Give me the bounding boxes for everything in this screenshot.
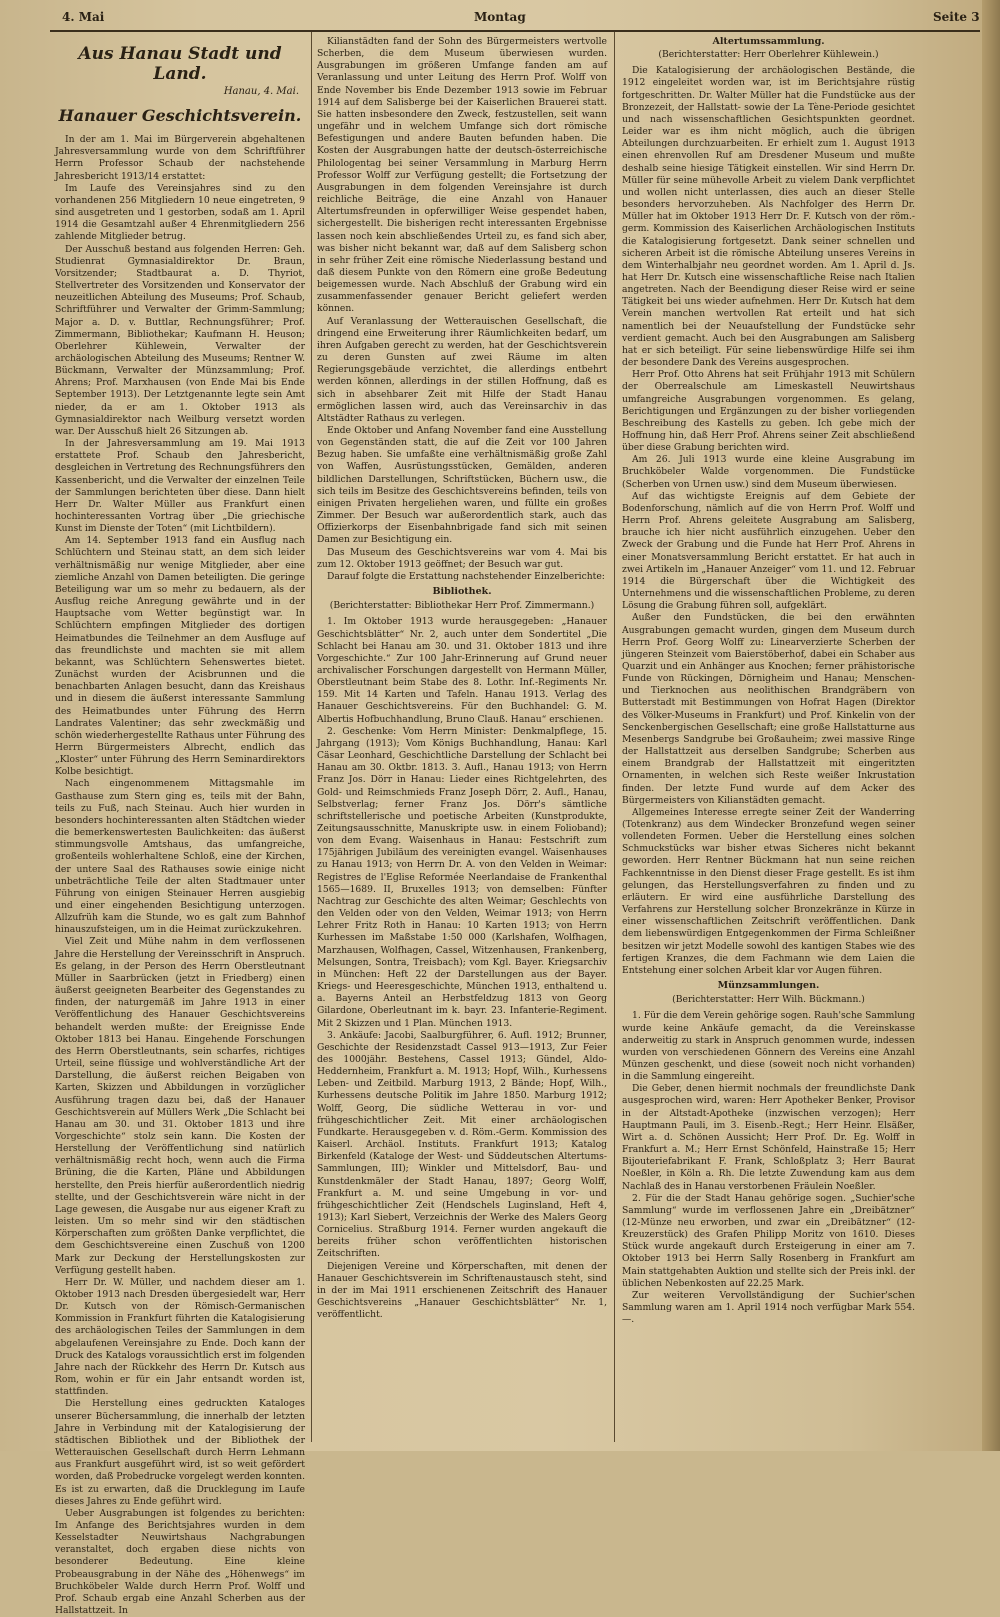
paragraph: Die Herstellung eines gedruckten Kataloges unserer Büchersammlung, die innerhalb der letzten Jahre in Verbindung mit der Katalogisierung der städtischen Bibliothek und der Bibliothek der Wetterauischen Gesellschaft durch Herrn Lehmann aus Frankfurt ausgeführt wird, ist so weit gefördert worden, daß Probedrucke vorgelegt werden konnten. Es ist zu erwarten, daß die Drucklegung im Laufe dieses Jahres zu Ende geführt wird. xyxy=(55,1398,306,1507)
subsection-title-coins: Münzsammlungen. xyxy=(717,980,820,992)
reporter-line: (Berichterstatter: Herr Oberlehrer Kühlewein.) xyxy=(658,49,879,61)
paragraph: 3. Ankäufe: Jacobi, Saalburgführer, 6. Aufl. 1912; Brunner, Geschichte der Residenzstadt Cassel 913—1913, Zur Feier des 1000jähr. Bestehens, Cassel 1913; Gündel, Aldo-Heddernheim, Frankfurt a. M. 1913; Hopf, Wilh., Kurhessens Leben- und Zeitbild. Marburg 1913, 2 Bände; Hopf, Wilh., Kurhessens deutsche Politik im Jahre 1850. Marburg 1912; Wolff, Georg, Die südliche Wetterau in vor- und frühgeschichtlicher Zeit. Mit einer archäologischen Fundkarte. Herausgegeben v. d. Röm.-Germ. Kommission des Kaiserl. Archäol. Instituts. Frankfurt 1913; Katalog Birkenfeld (Kataloge der West- und Süddeutschen Altertums-Sammlungen, III); Winkler und Mittelsdorf, Bau- und Kunstdenkmäler der Stadt Hanau, 1897; Georg Wolff, Frankfurt a. M. und seine Umgebung in vor- und frühgeschichtlicher Zeit (Hendschels Luginsland, Heft 4, 1913); Karl Siebert, Verzeichnis der Werke des Malers Georg Cornicelius. Straßburg 1914. Ferner wurden angekauft die bereits früher schon veröffentlichten historischen Zeitschriften. xyxy=(317,1029,607,1260)
paragraph: Auf Veranlassung der Wetterauischen Gesellschaft, die dringend eine Erweiterung ihrer Räumlichkeiten bedarf, um ihren Aufgaben gerecht zu werden, hat der Geschichtsverein zu deren Gunsten auf zwei Räume im alten Regierungsgebäude verzichtet, die allerdings entbehrt werden können, allerdings in der stillen Hoffnung, daß es sich in absehbarer Zeit mit Hilfe der Stadt Hanau ermöglichen lassen wird, auch das Vereinsarchiv in das Altstädter Rathaus zu verlegen. xyxy=(317,315,607,424)
paragraph: Außer den Fundstücken, die bei den erwähnten Ausgrabungen gemacht wurden, gingen dem Museum durch Herrn Prof. Georg Wolff zu: Linearverzierte Scherben der jüngeren Steinzeit vom Baierstöberhof, dabei ein Schaber aus Quarzit und ein Anhänger aus Knochen; ferner prähistorische Funde von Rückingen, Dörnigheim und Hanau; Menschen- und Tierknochen aus neolithischen Brandgräbern von Butterstadt mit Bestimmungen von Hofrat Hagen (Direktor des Völker-Museums in Frankfurt) und Prof. Kinkelin von der Senckenbergischen Gesellschaft; eine große Hallstatturne aus Mesenbergs Sandgrube bei Großauheim; zwei massive Ringe der Hallstattzeit aus derselben Sandgrube; Scherben aus einem Brandgrab der Hallstattzeit mit eingeritzten Ornamenten, in welchen sich Reste weißer Inkrustation finden. Der letzte Fund wurde auf dem Acker des Bürgermeisters von Kilianstädten gemacht. xyxy=(622,612,915,806)
header-day: Montag xyxy=(474,10,526,24)
paragraph: Auf das wichtigste Ereignis auf dem Gebiete der Bodenforschung, nämlich auf die von Herrn Prof. Wolff und Herrn Prof. Ahrens geleitete Ausgrabung am Salisberg, brauche ich hier nicht ausführlich einzugehen. Ueber den Zweck der Grabung und die Funde hat Herr Prof. Ahrens in einer Monatsversammlung Bericht erstattet. Er hat auch in zwei Artikeln im „Hanauer Anzeiger“ vom 11. und 12. Februar 1914 die Bürgerschaft über die Wichtigkeit des Unternehmens und die wissenschaftlichen Probleme, zu deren Lösung die Grabung führen soll, aufgeklärt. xyxy=(622,490,915,612)
column-1 xyxy=(55,36,306,1617)
column-2 xyxy=(317,36,607,1441)
paragraph: 1. Im Oktober 1913 wurde herausgegeben: „Hanauer Geschichtsblätter“ Nr. 2, auch unter dem Sondertitel „Die Schlacht bei Hanau am 30. und 31. Oktober 1813 und ihre Vorgeschichte.“ Zur 100 Jahr-Erinnerung auf Grund neuer archivalischer Forschungen dargestellt von Hermann Müller, Oberstleutnant beim Stabe des 8. Lothr. Inf.-Regiments Nr. 159. Mit 14 Karten und Tafeln. Hanau 1913. Verlag des Hanauer Geschichtsvereins. Für den Buchhandel: G. M. Albertis Hofbuchhandlung, Bruno Clauß. Hanau“ erschienen. xyxy=(317,616,607,725)
paragraph: Das Museum des Geschichtsvereins war vom 4. Mai bis zum 12. Oktober 1913 geöffnet; der Besuch war gut. xyxy=(317,546,607,570)
paragraph: Viel Zeit und Mühe nahm in dem verflossenen Jahre die Herstellung der Vereinsschrift in Anspruch. Es gelang, in der Person des Herrn Oberstleutnant Müller in Saarbrücken (jetzt in Friedberg) einen äußerst geeigneten Bearbeiter des Gegenstandes zu finden, der naturgemäß im Jahre 1913 in einer Veröffentlichung des Hanauer Geschichtsvereins behandelt werden mußte: der Ereignisse Ende Oktober 1813 bei Hanau. Eingehende Forschungen des Herrn Oberstleutnants, sein scharfes, richtiges Urteil, seine flüssige und wohlverständliche Art der Darstellung, die äußerst reichen Beigaben von Karten, Skizzen und Abbildungen in vorzüglicher Ausführung tragen dazu bei, daß der Hanauer Geschichtsverein auf Müllers Werk „Die Schlacht bei Hanau am 30. und 31. Oktober 1813 und ihre Vorgeschichte“ stolz sein kann. Die Kosten der Herstellung der Veröffentlichung sind natürlich verhältnismäßig recht hoch, wenn auch die Firma Brüning, die die Karten, Pläne und Abbildungen herstellte, den Preis hierfür außerordentlich niedrig stellte, und der Geschichtsverein wäre nicht in der Lage gewesen, die Ausgabe nur aus eigener Kraft zu leisten. Um so mehr sind wir den städtischen Körperschaften zum größten Danke verpflichtet, die dem Geschichtsvereine einen Zuschuß von 1200 Mark zur Deckung der Herstellungskosten zur Verfügung gestellt haben. xyxy=(55,936,305,1276)
paragraph: In der am 1. Mai im Bürgerverein abgehaltenen Jahresversammlung wurde von dem Schriftführer Herrn Professor Schaub der nachstehende Jahresbericht 1913/14 erstattet: xyxy=(55,134,305,182)
paragraph: Herr Prof. Otto Ahrens hat seit Frühjahr 1913 mit Schülern der Oberrealschule am Limeskastell Neuwirtshaus umfangreiche Ausgrabungen vorgenommen. Es gelang, Berichtigungen und Ergänzungen zu der bisher vorliegenden Beschreibung des Kastells zu geben. Ich gebe mich der Hoffnung hin, daß Herr Prof. Ahrens seiner Zeit abschließend über diese Grabung berichten wird. xyxy=(622,369,915,454)
paragraph: Der Ausschuß bestand aus folgenden Herren: Geh. Studienrat Gymnasialdirektor Dr. Braun, Vorsitzender; Stadtbaurat a. D. Thyriot, Stellvertreter des Vorsitzenden und Konservator der neuzeitlichen Abteilung des Museums; Prof. Schaub, Schriftführer und Verwalter der Grimm-Sammlung; Major a. D. v. Buttlar, Rechnungsführer; Prof. Zimmermann, Bibliothekar; Kaufmann H. Heuson; Oberlehrer Kühlewein, Verwalter der archäologischen Abteilung des Museums; Rentner W. Bückmann, Verwalter der Münzsammlung; Prof. Ahrens; Prof. Marxhausen (von Ende Mai bis Ende September 1913). Der Letztgenannte legte sein Amt nieder, da er am 1. Oktober 1913 als Gymnasialdirektor nach Weilburg versetzt worden war. Der Ausschuß hielt 26 Sitzungen ab. xyxy=(55,243,305,437)
paragraph: Nach eingenommenem Mittagsmahle im Gasthause zum Stern ging es, teils mit der Bahn, teils zu Fuß, nach Steinau. Auch hier wurden in besonders hochinteressanten alten Städtchen wieder die bemerkenswertesten Baulichkeiten: das äußerst stimmungsvolle Amtshaus, das umfangreiche, großenteils wohlerhaltene Schloß, eine der Kirchen, der untere Saal des Rathauses sowie einige nicht unbeträchtliche Teile der alten Stadtmauer unter Führung von einigen Steinauer Herren ausgiebig und einer eingehenden Besichtigung unterzogen. Allzufrüh kam die Stunde, wo es galt zum Bahnhof hinauszufsteigen, um in die Heimat zurückzukehren. xyxy=(55,778,305,936)
paragraph: 1. Für die dem Verein gehörige sogen. Rauh'sche Sammlung wurde keine Ankäufe gemacht, da die Vereinskasse anderweitig zu stark in Anspruch genommen wurde, indessen wurden von verschiedenen Gönnern des Vereins eine Anzahl Münzen geschenkt, und diese (soweit noch nicht vorhanden) in die Sammlung eingereiht. xyxy=(622,1010,915,1083)
paragraph: Diejenigen Vereine und Körperschaften, mit denen der Hanauer Geschichtsverein im Schriftenaustausch steht, sind in der im Mai 1911 erschienenen Zeitschrift des Hanauer Geschichtsvereins „Hanauer Geschichtsblätter“ Nr. 1, veröffentlicht. xyxy=(317,1260,607,1321)
paragraph: Ueber Ausgrabungen ist folgendes zu berichten: Im Anfange des Berichtsjahres wurden in dem Kesselstadter Neuwirtshaus Nachgrabungen veranstaltet, doch ergaben diese nichts von besonderer Bedeutung. Eine kleine Probeausgrabung in der Nähe des „Höhenwegs“ im Bruchköbeler Walde durch Herrn Prof. Wolff und Prof. Schaub ergab eine Anzahl Scherben aus der Hallstattzeit. In xyxy=(55,1507,305,1617)
subsection-title-antiquities: Altertumssammlung. xyxy=(712,36,825,47)
column-3 xyxy=(622,36,915,1441)
paragraph: Am 14. September 1913 fand ein Ausflug nach Schlüchtern und Steinau statt, an dem sich leider verhältnismäßig nur wenige Mitglieder, aber eine ziemliche Anzahl von Damen beteiligten. Die geringe Beteiligung war um so mehr zu bedauern, als der Ausflug reiche Anregung gewährte und in der Hauptsache vom Wetter begünstigt war. In Schlüchtern empfingen Mitglieder des dortigen Heimatbundes die Teilnehmer an dem Ausfluge auf das freundlichste und machten sie mit allem bekannt, was Schlüchtern Sehenswertes bietet. Zunächst wurden der Acisbrunnen und die benachbarten Anlagen besucht, dann das Kreishaus und in diesem die äußerst interessante Sammlung des Heimatbundes unter Führung des Herrn Landrates Valentiner; das sehr zweckmäßig und schön wiederhergestellte Rathaus unter Führung des Herrn Bürgermeisters Albrecht, endlich das „Kloster“ unter Führung des Herrn Seminardirektors Kolbe besichtigt. xyxy=(55,535,305,778)
page-edge xyxy=(982,0,1000,1451)
paragraph: Herr Dr. W. Müller, und nachdem dieser am 1. Oktober 1913 nach Dresden übergesiedelt war, Herr Dr. Kutsch von der Römisch-Germanischen Kommission in Frankfurt führten die Katalogisierung des archäologischen Teiles der Sammlungen in dem abgelaufenen Vereinsjahre zu Ende. Doch kann der Druck des Katalogs voraussichtlich erst im folgenden Jahre nach der Rückkehr des Herrn Dr. Kutsch aus Rom, wohin er für ein Jahr entsandt worden ist, stattfinden. xyxy=(55,1276,305,1398)
header-date: 4. Mai xyxy=(62,10,105,24)
paragraph: Allgemeines Interesse erregte seiner Zeit der Wanderring (Totenkranz) aus dem Windecker Bronzefund wegen seiner vollendeten Formen. Ueber die Herstellung eines solchen Schmuckstücks war bisher etwas Sicheres nicht bekannt geworden. Herr Rentner Bückmann hat nun seine reichen Fachkenntnisse in den Dienst dieser Frage gestellt. Es ist ihm gelungen, das Herstellungsverfahren zu finden und zu erläutern. Er wird eine ausführliche Darstellung des Verfahrens zur Herstellung solcher Bronzekränze in Kürze in einer wissenschaftlichen Zeitschrift veröffentlichen. Dank dem liebenswürdigen Entgegenkommen der Firma Schleißner besitzen wir jetzt Modelle sowohl des kantigen Stabes wie des fertigen Kranzes, die dem Fachmann wie dem Laien die Entstehung einer solchen Arbeit klar vor Augen führen. xyxy=(622,806,915,976)
article-title: Hanauer Geschichtsverein. xyxy=(58,106,302,126)
paragraph: Am 26. Juli 1913 wurde eine kleine Ausgrabung im Bruchköbeler Walde vorgenommen. Die Fundstücke (Scherben von Urnen usw.) sind dem Museum überwiesen. xyxy=(622,454,915,490)
paragraph: Die Geber, denen hiermit nochmals der freundlichste Dank ausgesprochen wird, waren: Herr Apotheker Benker, Provisor in der Altstadt-Apotheke (inzwischen verzogen); Herr Hauptmann Pauli, im 3. Eisenb.-Regt.; Herr Heinr. Elsäßer, Wirt a. d. Schönen Aussicht; Herr Prof. Dr. Eg. Wolff in Frankfurt a. M.; Herr Ernst Schönfeld, Hainstraße 15; Herr Bijouteriefabrikant F. Frank, Schloßplatz 3; Herr Baurat Noeßler, in Köln a. Rh. Die letzte Zuwendung kam aus dem Nachlaß des in Hanau verstorbenen Fräulein Noeßler. xyxy=(622,1083,915,1192)
column-rule xyxy=(614,32,615,1442)
place-dateline: Hanau, 4. Mai. xyxy=(223,86,299,97)
paragraph: Im Laufe des Vereinsjahres sind zu den vorhandenen 256 Mitgliedern 10 neue eingetreten, 9 sind ausgetreten und 1 gestorben, sodaß am 1. April 1914 die Gesamtzahl außer 4 Ehrenmitgliedern 256 zahlende Mitglieder betrug. xyxy=(55,182,305,243)
paragraph: Die Katalogisierung der archäologischen Bestände, die 1912 eingeleitet worden war, ist im Berichtsjahre rüstig fortgeschritten. Dr. Walter Müller hat die Fundstücke aus der Bronzezeit, der Hallstatt- sowie der La Tène-Periode gesichtet und nach wissenschaftlichen Gesichtspunkten geordnet. Leider war es ihm nicht möglich, auch die übrigen Abteilungen durchzuarbeiten. Er erhielt zum 1. August 1913 einen ehrenvollen Ruf am Dresdener Museum und mußte deshalb seine hiesige Tätigkeit einstellen. Wir sind Herrn Dr. Müller für seine mühevolle Arbeit zu vielem Dank verpflichtet und wollen nicht unterlassen, dies auch an dieser Stelle besonders hervorzuheben. Als Nachfolger des Herrn Dr. Müller hat im Oktober 1913 Herr Dr. F. Kutsch von der röm.-germ. Kommission des Kaiserlichen Archäologischen Instituts die Katalogisierung fortgesetzt. Dank seiner schnellen und sicheren Arbeit ist die römische Abteilung unseres Vereins in dem Winterhalbjahr neu geordnet worden. Am 1. April d. Js. hat Herr Dr. Kutsch eine wissenschaftliche Reise nach Italien angetreten. Nach der Beendigung dieser Reise wird er seine Tätigkeit bei uns wieder aufnehmen. Herr Dr. Kutsch hat dem Verein manchen wertvollen Rat erteilt und hat sich namentlich bei der Neuaufstellung der Fundstücke sehr verdient gemacht. Auch bei den Ausgrabungen am Salisberg hat er sich beteiligt. Für seine liebenswürdige Hilfe sei ihm der besondere Dank des Vereins ausgesprochen. xyxy=(622,65,915,369)
paragraph: Ende Oktober und Anfang November fand eine Ausstellung von Gegenständen statt, die auf die Zeit vor 100 Jahren Bezug haben. Sie umfaßte eine verhältnismäßig große Zahl von Waffen, Ausrüstungsstücken, Gemälden, anderen bildlichen Darstellungen, Schriftstücken, Büchern usw., die sich teils im Besitze des Geschichtsvereins befinden, teils von einigen Privaten hergeliehen waren, und füllte ein großes Zimmer. Der Besuch war außerordentlich stark, auch das Offizierkorps der Eisenbahnbrigade fand sich mit seinen Damen zur Besichtigung ein. xyxy=(317,425,607,546)
page-header xyxy=(0,0,1000,30)
section-title: Aus Hanau Stadt und Land. xyxy=(78,44,282,84)
column-rule xyxy=(311,32,312,1442)
paragraph: 2. Für die der Stadt Hanau gehörige sogen. „Suchier'sche Sammlung“ wurde im verflossenen Jahre ein „Dreibätzner“ (12-Münze neu erworben, und zwar ein „Dreibätzner“ (12-Kreuzerstück) des Grafen Philipp Moritz von 1610. Dieses Stück wurde angekauft durch Ersteigerung in einer am 7. Oktober 1913 bei Herrn Sally Rosenberg in Frankfurt am Main stattgehabten Auktion und stellte sich der Preis inkl. der üblichen Nebenkosten auf 22.25 Mark. xyxy=(622,1192,915,1289)
subsection-title-library: Bibliothek. xyxy=(432,586,492,598)
header-rule xyxy=(50,30,980,32)
paragraph: Darauf folgte die Erstattung nachstehender Einzelberichte: xyxy=(327,570,605,582)
reporter-line: (Berichterstatter: Herr Wilh. Bückmann.) xyxy=(672,994,865,1006)
paragraph: In der Jahresversammlung am 19. Mai 1913 erstattete Prof. Schaub den Jahresbericht, desgleichen in Vertretung des Rechnungsführers den Kassenbericht, und die Verwalter der einzelnen Teile der Sammlungen berichteten über diese. Dann hielt Herr Dr. Walter Müller aus Frankfurt einen hochinteressanten Vortrag über „Die griechische Kunst im Dienste der Toten“ (mit Lichtbildern). xyxy=(55,438,305,535)
paragraph: Kilianstädten fand der Sohn des Bürgermeisters wertvolle Scherben, die dem Museum überwiesen wurden. Ausgrabungen im größeren Umfange fanden am auf Veranlassung und unter Leitung des Herrn Prof. Wolff von Ende November bis Ende Dezember 1913 sowie im Februar 1914 auf dem Salisberge bei der Kaiserlichen Brauerei statt. Sie hatten insbesondere den Zweck, festzustellen, seit wann ungefähr und in welchem Umfange sich dort römische Befestigungen und andere Bauten befunden haben. Die Kosten der Ausgrabungen hatte der deutsch-österreichische Philologentag bei seiner Versammlung in Marburg Herrn Professor Wolff zur Verfügung gestellt; die Fortsetzung der Ausgrabungen in dem folgenden Vereinsjahre ist durch reichliche Beiträge, die eine Anzahl von Hanauer Altertumsfreunden in opferwilliger Weise gespendet haben, sichergestellt. Die bisherigen recht interessanten Ergebnisse lassen noch kein abschließendes Urteil zu, es fand sich aber, was bisher nicht bekannt war, daß auf dem Salisberg schon in sehr früher Zeit eine römische Niederlassung bestand und daß diesem Punkte von den Römern eine große Bedeutung beigemessen wurde. Nach Abschluß der Grabung wird ein zusammenfassender genauer Bericht geliefert werden können. xyxy=(317,36,607,315)
reporter-line: (Berichterstatter: Bibliothekar Herr Prof. Zimmermann.) xyxy=(329,600,595,612)
paragraph: 2. Geschenke: Vom Herrn Minister: Denkmalpflege, 15. Jahrgang (1913); Vom Königs Buchhandlung, Hanau: Karl Cäsar Leonhard, Geschichtliche Darstellung der Schlacht bei Hanau am 30. Oktbr. 1813. 3. Aufl., Hanau 1913; von Herrn Franz Jos. Dörr in Hanau: Lieder eines Richtgelehrten, des Gold- und Reimschmieds Franz Joseph Dörr, 2. Aufl., Hanau, Selbstverlag; ferner Franz Jos. Dörr's sämtliche schriftstellerische und poetische Arbeiten (Kunstprodukte, Zeitungsausschnitte, Manuskripte usw. in einem Folioband); von dem Evang. Waisenhaus in Hanau: Festschrift zum 175jährigen Jubiläum des vereinigten evangel. Waisenhauses zu Hanau 1913; von Herrn Dr. A. von den Velden in Weimar: Registres de l'Eglise Reformée Neerlandaise de Frankenthal 1565—1689. II, Bruxelles 1913; von demselben: Fünfter Nachtrag zur Geschichte des alten Weimar; Geschlechts von den Velden oder von den Velden, Weimar 1913; von Herrn Lehrer Fritz Roth in Hanau: 10 Karten 1913; von Herrn Kurhessen im Maßstabe 1:50 000 (Karlshafen, Wolfhagen, Marzhausen, Wolfhagen, Cassel, Witzenhausen, Frankenberg, Melsungen, Sontra, Treisbach); vom Kgl. Bayer. Kriegsarchiv in München: Heft 22 der Darstellungen aus der Bayer. Kriegs- und Heeresgeschichte, München 1913, enthaltend u. a. Bayerns Anteil an Herbstfeldzug 1813 von Georg Gilardone, Oberleutnant im k. bayr. 23. Infanterie-Regiment. Mit 2 Skizzen und 1 Plan. München 1913. xyxy=(317,725,607,1029)
header-page-number: Seite 3 xyxy=(933,10,980,24)
paragraph: Zur weiteren Vervollständigung der Suchier'schen Sammlung waren am 1. April 1914 noch verfügbar Mark 554.—. xyxy=(622,1289,915,1326)
